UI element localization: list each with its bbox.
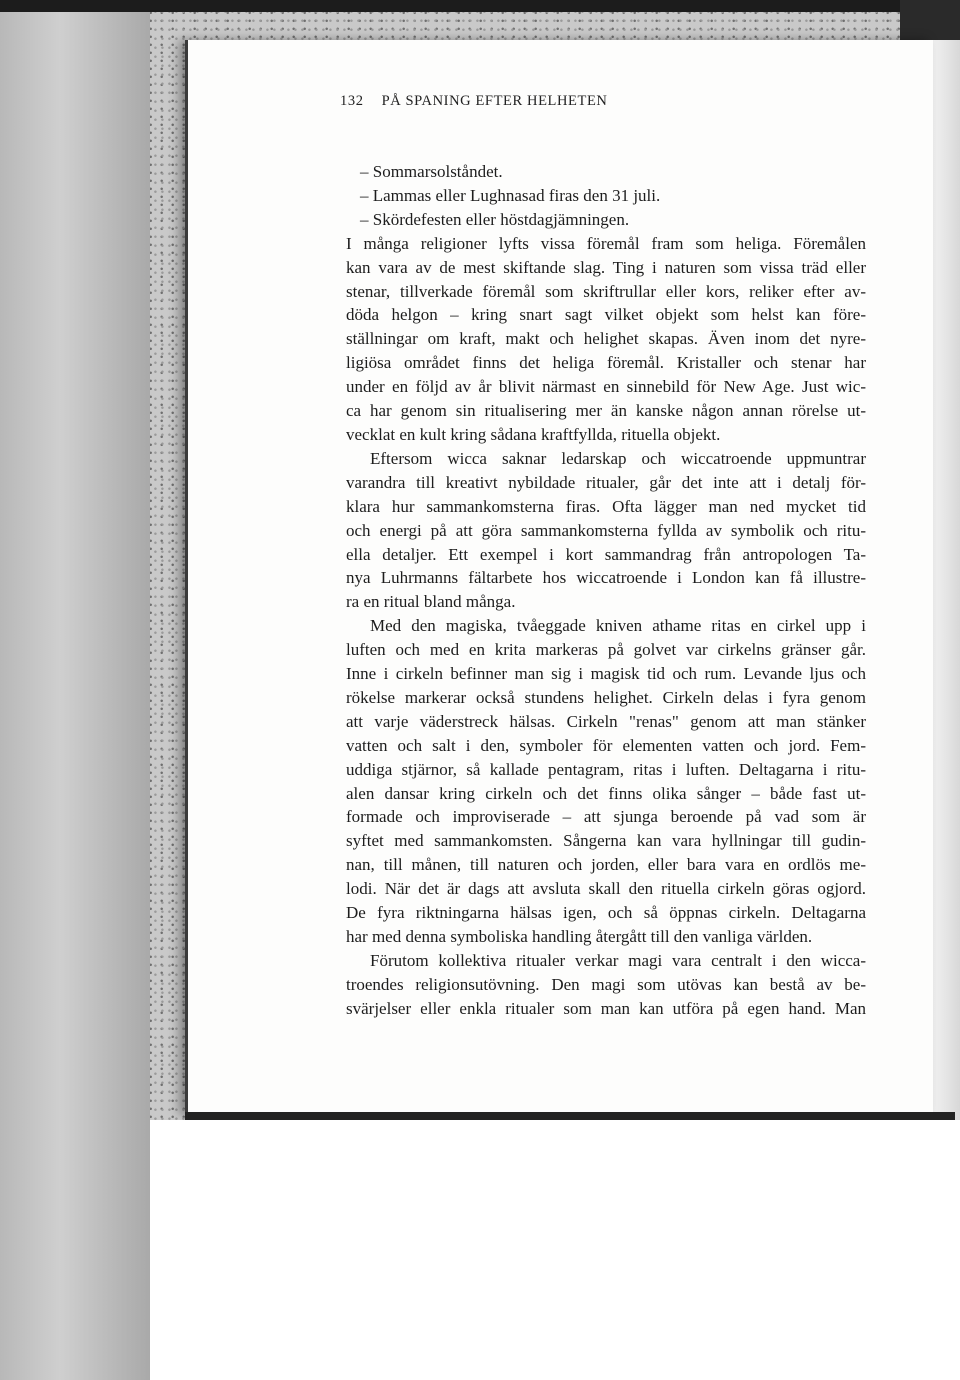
text-line: kan vara av de mest skiftande slag. Ting i naturen som vissa träd eller (346, 257, 866, 277)
text-line: Eftersom wicca saknar ledarskap och wiccatroende uppmuntrar (370, 448, 866, 468)
text-line: att varje väderstreck hälsas. Cirkeln "renas" genom att man stänker (346, 711, 866, 731)
scan-lower-area (150, 1120, 960, 1380)
text-line: syftet med sammankomsten. Sångerna kan vara hyllningar till gudin- (346, 831, 866, 851)
page-bottom-edge (185, 1112, 955, 1120)
text-line: klara hur sammankomsterna firas. Ofta lägger man ned mycket tid (346, 496, 866, 516)
running-title: PÅ SPANING EFTER HELHETEN (381, 93, 608, 109)
text-line: uddiga stjärnor, så kallade pentagram, ritas i luften. Deltagarna i ritu- (346, 759, 866, 779)
text-line: ella detaljer. Ett exempel i kort sammandrag från antropologen Ta- (346, 544, 866, 564)
scan-left-margin (0, 0, 150, 1380)
text-line: Med den magiska, tvåeggade kniven athame ritas en cirkel upp i (370, 616, 866, 636)
page-right-edge (930, 40, 960, 1120)
text-line: formade och improviserade – att sjunga beroende på vad som är (346, 807, 866, 827)
text-line: lodi. När det är dags att avsluta skall den rituella cirkeln göras ogjord. (346, 879, 866, 899)
running-head (340, 93, 608, 110)
text-line: har med denna symboliska handling återgått till den vanliga världen. (346, 927, 813, 946)
text-line: ra en ritual bland många. (346, 592, 516, 612)
body-text (346, 160, 866, 1021)
text-line: rökelse markerar också stundens helighet. Cirkeln delas i fyra genom (346, 687, 866, 707)
text-line: – Skördefesten eller höstdagjämningen. (360, 209, 630, 229)
scan-top-edge (0, 0, 960, 12)
text-line: nan, till månen, till naturen och jorden, eller bara vara en ordlös me- (346, 855, 866, 875)
text-line: ställningar om kraft, makt och helighet skapas. Även inom det nyre- (346, 329, 866, 349)
text-line: – Lammas eller Lughnasad firas den 31 juli. (360, 185, 661, 205)
text-line: varandra till kreativt nybildade ritualer, går det inte att i detalj för- (346, 472, 866, 492)
text-line: alen dansar kring cirkeln och det finns olika sånger – både fast ut- (346, 783, 866, 803)
text-line: – Sommarsolståndet. (360, 162, 503, 181)
text-line: Inne i cirkeln befinner man sig i magisk tid och rum. Levande ljus och (346, 664, 866, 684)
text-line: Förutom kollektiva ritualer verkar magi vara centralt i den wicca- (370, 950, 866, 970)
text-line: ligiösa området finns det heliga föremål. Kristaller och stenar har (346, 353, 866, 373)
text-line: stenar, tillverkade föremål som skriftrullar eller kors, reliker efter av- (346, 281, 866, 301)
text-line: ca har genom sin ritualisering mer än kanske någon annan rörelse ut- (346, 401, 866, 421)
text-line: luften och med en krita markeras på golvet var cirkelns gränser går. (346, 640, 866, 660)
text-line: döda helgon – kring snart sagt vilket objekt som helst kan före- (346, 305, 866, 325)
text-line: och energi på att göra sammankomsterna fyllda av symbolik och ritu- (346, 520, 866, 540)
text-line: De fyra riktningarna hälsas igen, och så öppnas cirkeln. Deltagarna (346, 903, 866, 923)
page-number: 132 (340, 93, 364, 109)
text-line: vecklat en kult kring sådana kraftfyllda, rituella objekt. (346, 424, 721, 444)
text-line: I många religioner lyfts vissa föremål fram som heliga. Föremålen (346, 233, 866, 253)
text-line: under en följd av år blivit närmast en sinnebild för New Age. Just wic- (346, 377, 866, 397)
text-line: vatten och salt i den, symboler för elementen vatten och jord. Fem- (346, 735, 866, 755)
text-line: svärjelser eller enkla ritualer som man kan utföra på egen hand. Man (346, 998, 866, 1018)
text-line: nya Luhrmanns fältarbete hos wiccatroende i London kan få illustre- (346, 568, 866, 588)
text-line: troendes religionsutövning. Den magi som utövas kan bestå av be- (346, 974, 866, 994)
